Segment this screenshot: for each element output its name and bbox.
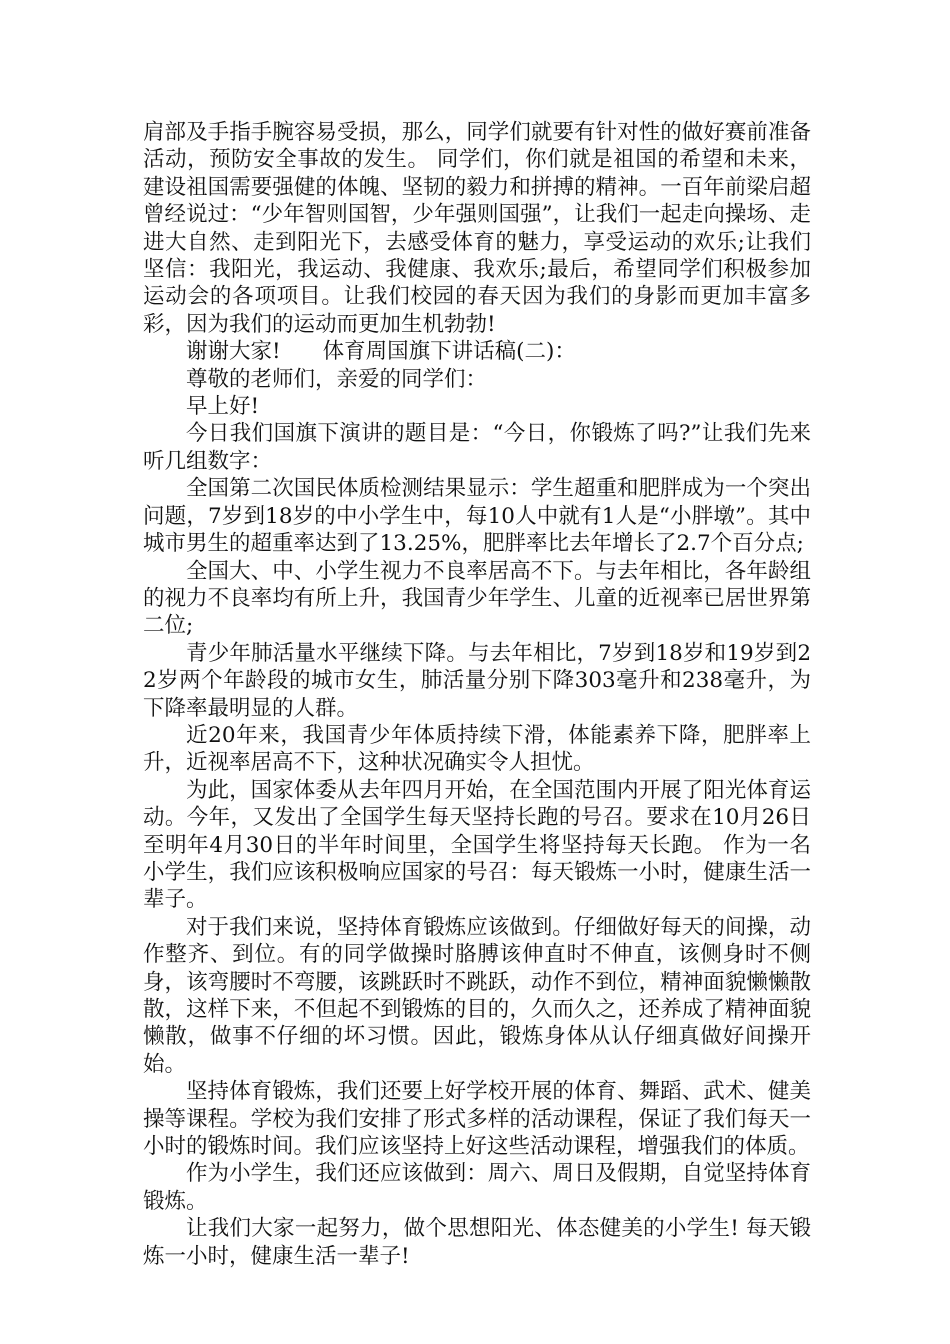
paragraph-trend: 近20年来，我国青少年体质持续下滑，体能素养下降，肥胖率上升，近视率居高不下，这种状况确实令人担忧。 <box>143 722 811 776</box>
paragraph-exercises: 对于我们来说，坚持体育锻炼应该做到。仔细做好每天的间操，动作整齐、到位。有的同学做操时胳膊该伸直时不伸直，该侧身时不侧身，该弯腰时不弯腰，该跳跃时不跳跃，动作不到位，精神面貌懒懒散散，这样下来，不但起不到锻炼的目的，久而久之，还养成了精神面貌懒散，做事不仔细的坏习惯。因此，锻炼身体从认仔细真做好间操开始。 <box>143 914 811 1077</box>
paragraph-weekends: 作为小学生，我们还应该做到：周六、周日及假期，自觉坚持体育锻炼。 <box>143 1161 811 1214</box>
paragraph-stat-vision: 全国大、中、小学生视力不良率居高不下。与去年相比，各年龄组的视力不良率均有所上升，我国青少年学生、儿童的近视率已居世界第二位; <box>143 558 811 639</box>
thanks-text: 谢谢大家! <box>186 339 281 365</box>
paragraph-thanks-and-title <box>143 338 811 365</box>
paragraph-closing: 让我们大家一起努力，做个思想阳光、体态健美的小学生! 每天锻炼一小时，健康生活一辈子! <box>143 1216 811 1269</box>
document-page <box>143 119 811 1270</box>
paragraph-sunshine-sports: 为此，国家体委从去年四月开始，在全国范围内开展了阳光体育运动。今年，又发出了全国学生每天坚持长跑的号召。要求在10月26日至明年4月30日的半年时间里，全国学生将坚持每天长跑。 作为一名小学生，我们应该积极响应国家的号召：每天锻炼一小时，健康生活一辈子。 <box>143 777 811 913</box>
speech-title: 体育周国旗下讲话稿(二)： <box>322 339 576 365</box>
paragraph-topic: 今日我们国旗下演讲的题目是：“今日，你锻炼了吗?”让我们先来听几组数字： <box>143 421 811 474</box>
paragraph-greeting: 早上好! <box>186 394 260 420</box>
paragraph-continuation: 肩部及手指手腕容易受损，那么，同学们就要有针对性的做好赛前准备活动，预防安全事故的发生。 同学们，你们就是祖国的希望和未来，建设祖国需要强健的体魄、坚韧的毅力和拼搏的精神。一百年前梁启超曾经说过：“少年智则国智，少年强则国强”，让我们一起走向操场、走进大自然、走到阳光下，去感受体育的魅力，享受运动的欢乐;让我们坚信：我阳光，我运动、我健康、我欢乐;最后，希望同学们积极参加运动会的各项项目。让我们校园的春天因为我们的身影而更加丰富多彩，因为我们的运动而更加生机勃勃! <box>143 120 811 337</box>
paragraph-stat-lung: 青少年肺活量水平继续下降。与去年相比，7岁到18岁和19岁到22岁两个年龄段的城市女生，肺活量分别下降303毫升和238毫升，为下降率最明显的人群。 <box>143 640 811 721</box>
paragraph-stat-overweight: 全国第二次国民体质检测结果显示：学生超重和肥胖成为一个突出问题，7岁到18岁的中小学生中，每10人中就有1人是“小胖墩”。其中城市男生的超重率达到了13.25%，肥胖率比去年增长了2.7个百分点; <box>143 476 811 557</box>
paragraph-salutation: 尊敬的老师们，亲爱的同学们： <box>186 366 488 392</box>
paragraph-courses: 坚持体育锻炼，我们还要上好学校开展的体育、舞蹈、武术、健美操等课程。学校为我们安排了形式多样的活动课程，保证了我们每天一小时的锻炼时间。我们应该坚持上好这些活动课程，增强我们的体质。 <box>143 1079 811 1160</box>
